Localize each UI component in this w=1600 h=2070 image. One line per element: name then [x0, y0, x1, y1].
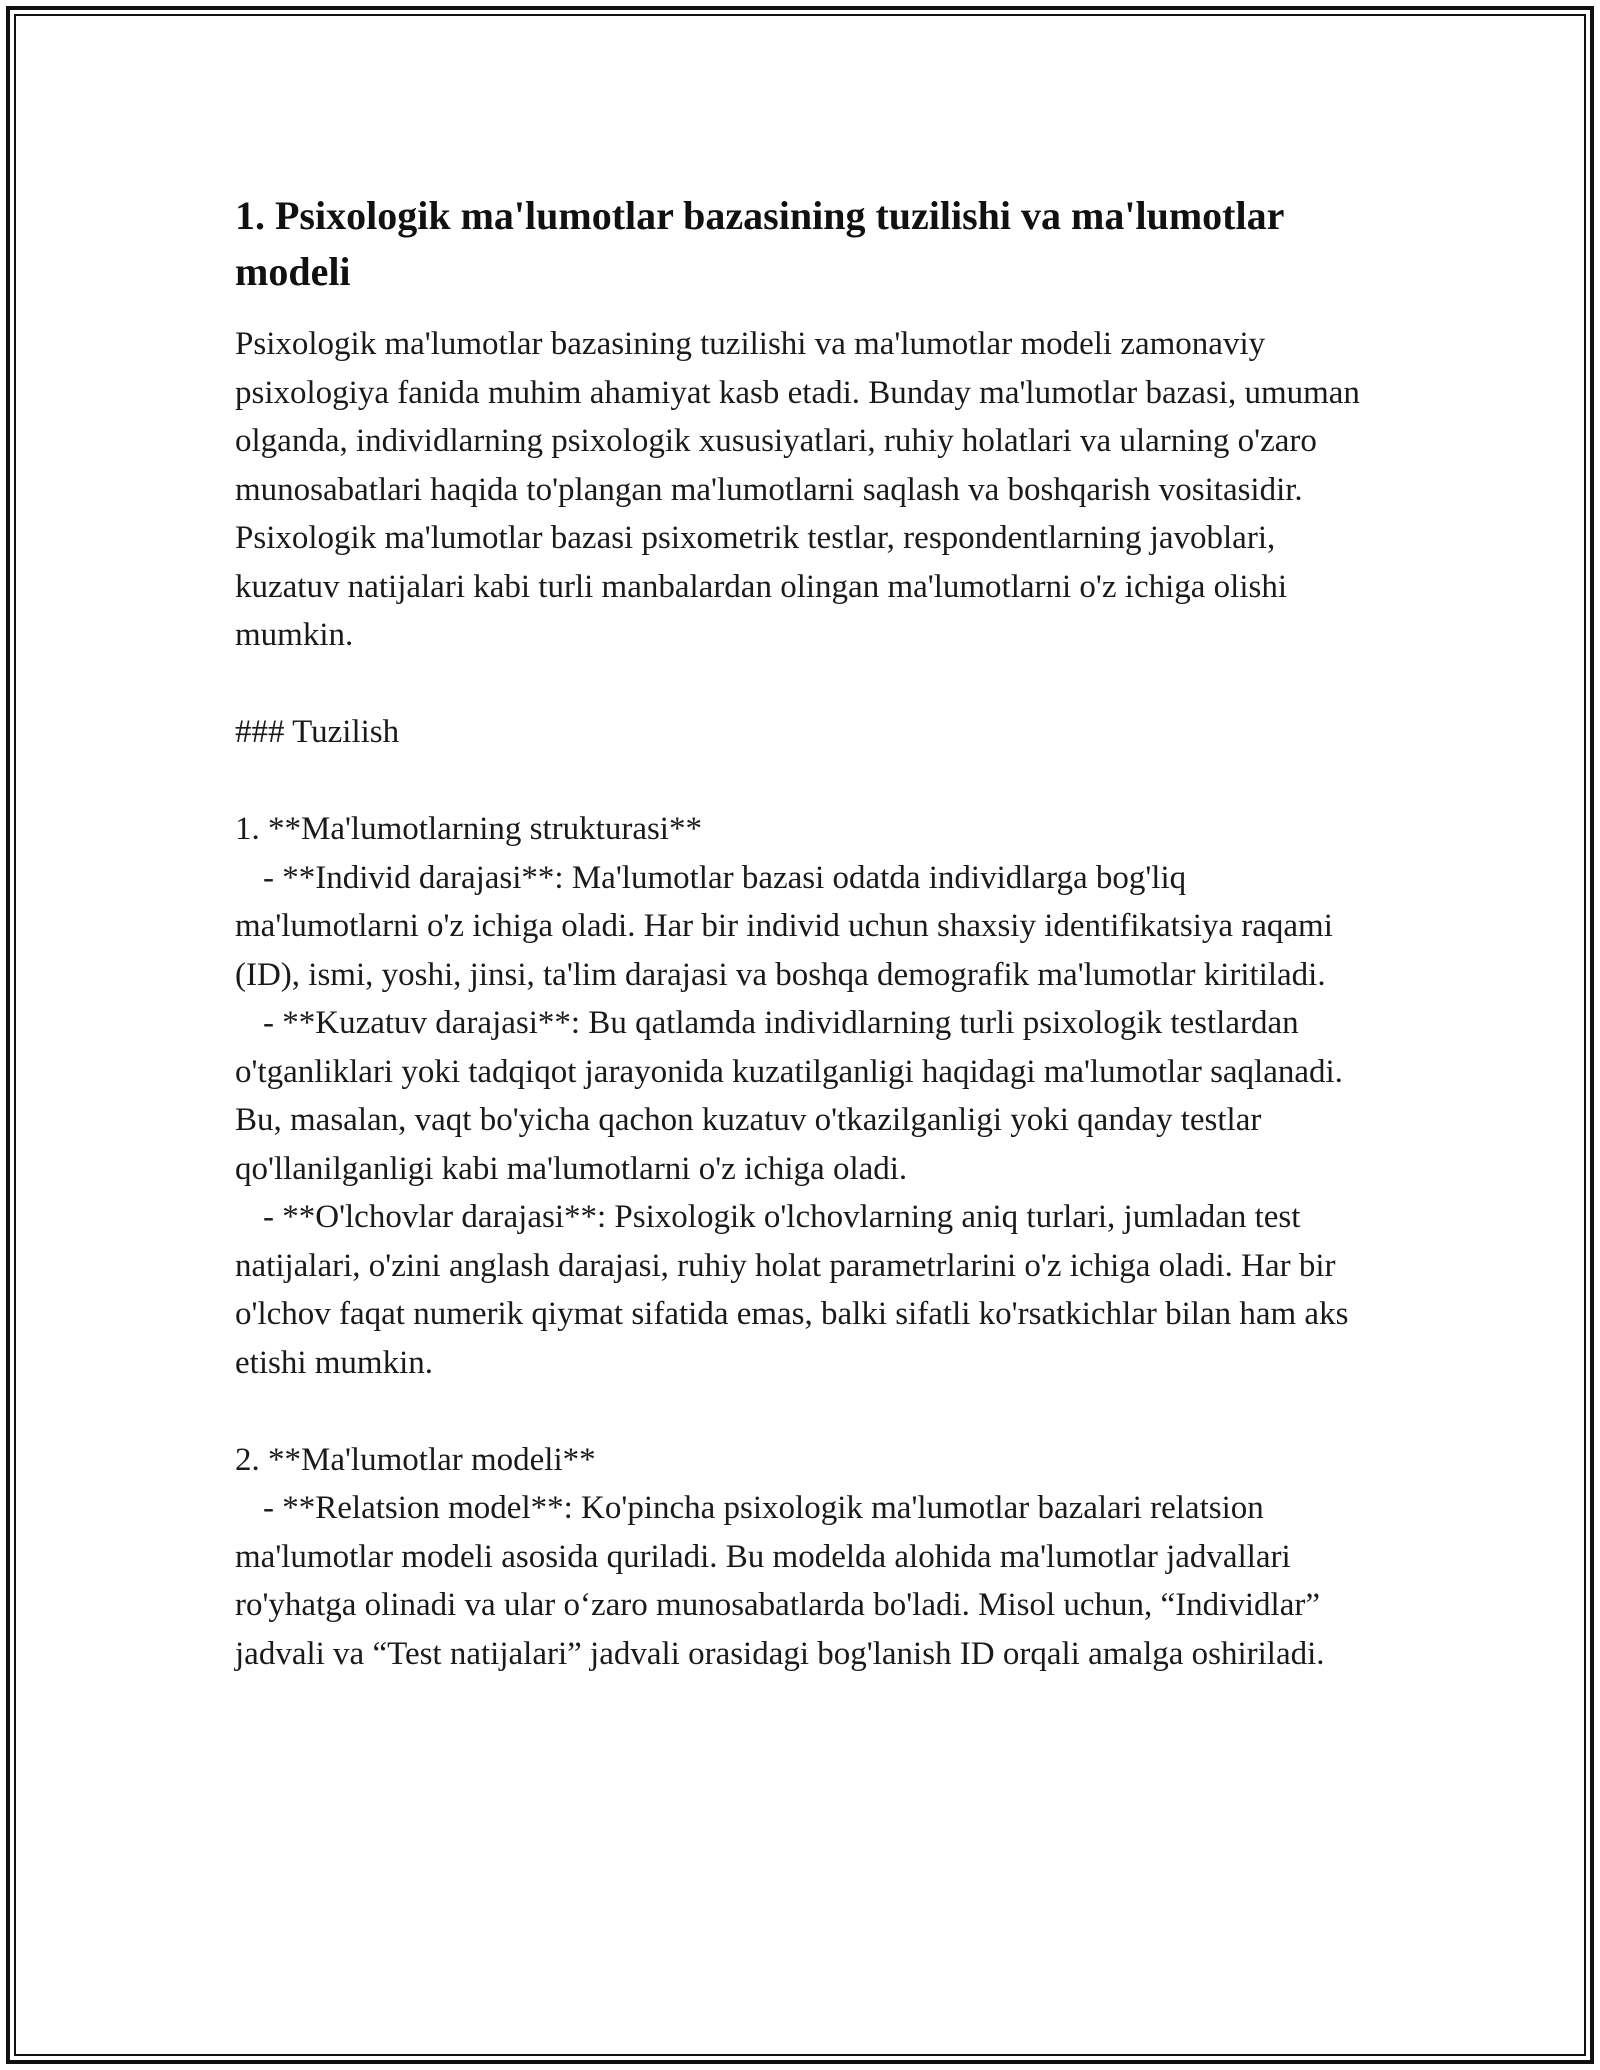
data-model-heading: 2. **Ma'lumotlar modeli** [235, 1441, 596, 1478]
section-heading: ### Tuzilish [235, 714, 400, 750]
intro-paragraph: Psixologik ma'lumotlar bazasining tuzilishi va ma'lumotlar modeli zamonaviy psixologiya fanida muhim ahamiyat kasb etadi. Bunday ma'lumotlar bazasi, umuman olganda, individlarning psixologik xususiyatlari, ruhiy holatlari va ularning o'zaro munosabatlari haqida to'plangan ma'lumotlarni saqlash va boshqarish vositasidir. Psixologik ma'lumotlar bazasi psixometrik testlar, respondentlarning javoblari, kuzatuv natijalari kabi turli manbalardan olingan ma'lumotlarni o'z ichiga olishi mumkin. [235, 326, 1360, 653]
document-body [235, 188, 1365, 1678]
data-model-item-relational [235, 1484, 1365, 1678]
data-model-block [235, 1436, 1365, 1679]
structure-item-measurement-text: - **O'lchovlar darajasi**: Psixologik o'lchovlarning aniq turlari, jumladan test natijalari, o'zini anglash darajasi, ruhiy holat parametrlarini o'z ichiga oladi. Har bir o'lchov faqat numerik qiymat sifatida emas, balki sifatli ko'rsatkichlar bilan ham aks etishi mumkin. [235, 1199, 1349, 1381]
structure-item-observation-text: - **Kuzatuv darajasi**: Bu qatlamda individlarning turli psixologik testlardan o'tganliklari yoki tadqiqot jarayonida kuzatilganligi haqidagi ma'lumotlar saqlanadi. Bu, masalan, vaqt bo'yicha qachon kuzatuv o'tkazilganligi yoki qanday testlar qo'llanilganligi kabi ma'lumotlarni o'z ichiga oladi. [235, 1005, 1343, 1187]
structure-item-individual [235, 854, 1365, 1000]
structure-item-individual-text: - **Individ darajasi**: Ma'lumotlar bazasi odatda individlarga bog'liq ma'lumotlarni o'z ichiga oladi. Har bir individ uchun shaxsiy identifikatsiya raqami (ID), ismi, yoshi, jinsi, ta'lim darajasi va boshqa demografik ma'lumotlar kiritiladi. [235, 859, 1333, 993]
document-title: 1. Psixologik ma'lumotlar bazasining tuzilishi va ma'lumotlar modeli [235, 193, 1284, 294]
data-model-item-relational-text: - **Relatsion model**: Ko'pincha psixologik ma'lumotlar bazalari relatsion ma'lumotlar modeli asosida quriladi. Bu modelda alohida ma'lumotlar jadvallari ro'yhatga olinadi va ular o‘zaro munosabatlarda bo'ladi. Misol uchun, “Individlar” jadvali va “Test natijalari” jadvali orasidagi bog'lanish ID orqali amalga oshiriladi. [235, 1490, 1325, 1672]
structure-heading: 1. **Ma'lumotlarning strukturasi** [235, 811, 702, 847]
structure-item-measurement [235, 1193, 1365, 1387]
structure-item-observation [235, 999, 1365, 1193]
structure-block [235, 805, 1365, 1387]
